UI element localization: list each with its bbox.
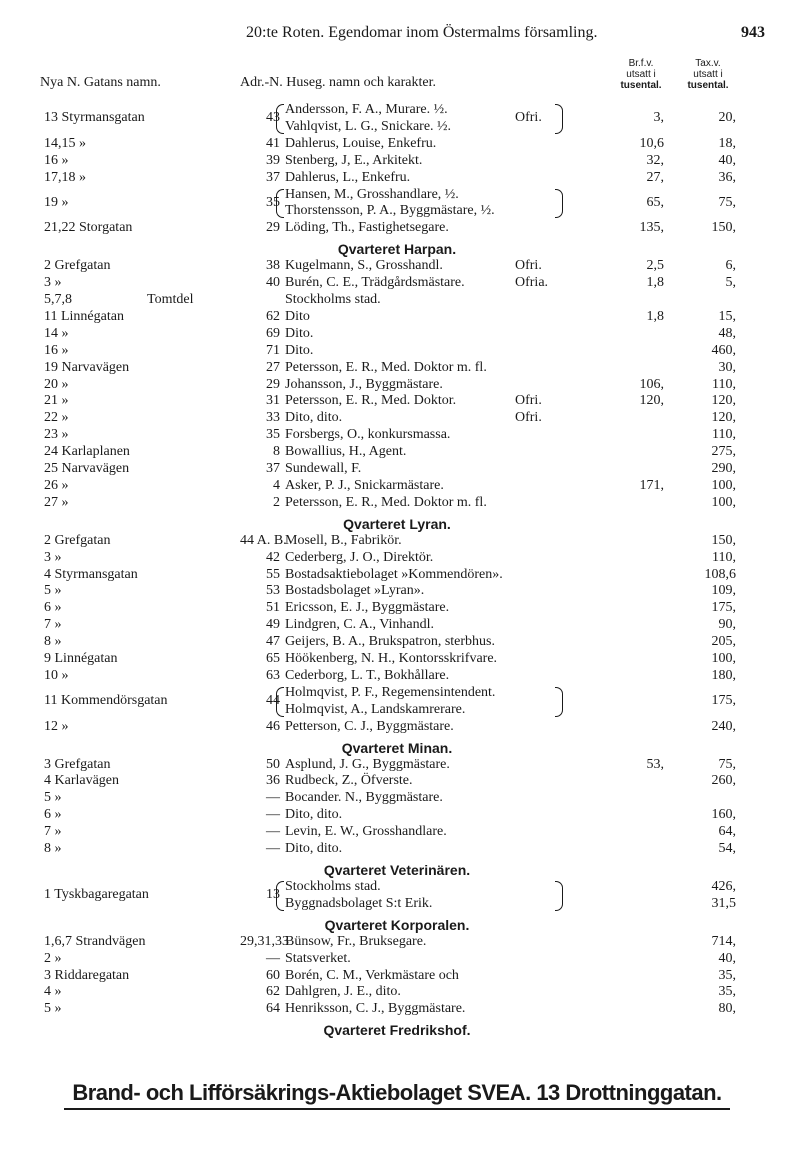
col-owner-label: Huseg. namn och karakter. (286, 75, 436, 90)
tax-value: 110, (712, 376, 736, 392)
table-row (0, 824, 794, 841)
table-row (0, 533, 794, 550)
owner-name: Cederberg, J. O., Direktör. (285, 549, 434, 565)
fire-insurance-value: 1,8 (646, 275, 664, 291)
owner-name: Asplund, J. G., Byggmästare. (285, 756, 450, 772)
street-address: 13 Styrmansgatan (44, 110, 145, 126)
fire-insurance-value: 106, (639, 376, 664, 392)
table-row (0, 410, 794, 427)
owner-name: Dahlerus, L., Enkefru. (285, 169, 411, 185)
street-address: 26 » (44, 477, 69, 493)
tax-value: 160, (711, 807, 736, 823)
tax-value: 110, (712, 549, 736, 565)
brace-right (555, 881, 563, 911)
house-number: — (266, 790, 280, 806)
plot-note: Tomtdel (147, 292, 194, 307)
street-address: 5,7,8 (44, 292, 72, 307)
tax-value: 6, (725, 258, 736, 274)
owner-name: Dahlgren, J. E., dito. (285, 984, 401, 1000)
table-row (0, 478, 794, 495)
table-row (0, 343, 794, 360)
table-row (0, 220, 794, 237)
table-row (0, 258, 794, 275)
house-number: 44 A. B. (240, 532, 287, 548)
house-number: 69 (266, 325, 280, 341)
owner-name: Kugelmann, S., Grosshandl. (285, 258, 443, 274)
owner-name: Andersson, F. A., Murare. ½. (285, 102, 448, 117)
table-row (0, 292, 794, 309)
tax-value: 110, (712, 427, 736, 443)
tax-value: 18, (718, 135, 736, 151)
house-number: 49 (266, 617, 280, 633)
table-row (0, 757, 794, 774)
owner-name: Dito, dito. (285, 807, 343, 823)
house-number: 29 (266, 376, 280, 392)
house-number: 64 (266, 1001, 280, 1017)
tax-value: 175, (711, 693, 736, 709)
street-address: 2 Grefgatan (44, 258, 111, 274)
exemption-note: Ofri. (515, 393, 542, 409)
street-address: 23 » (44, 427, 69, 443)
street-address: 21,22 Storgatan (44, 220, 133, 236)
street-address: 3 » (44, 275, 62, 291)
owner-name: Höökenberg, N. H., Kontorsskrifvare. (285, 651, 498, 666)
table-row (0, 444, 794, 461)
house-number: 13 (266, 887, 280, 903)
owner-name: Bocander. N., Byggmästare. (285, 790, 443, 806)
table-row (0, 600, 794, 617)
table-row (0, 984, 794, 1001)
table-row (0, 427, 794, 444)
table-row (0, 934, 794, 951)
fire-insurance-value: 27, (646, 169, 664, 185)
table-row (0, 326, 794, 343)
street-address: 9 Linnégatan (44, 651, 118, 666)
owner-name: Statsverket. (285, 950, 351, 966)
house-number: 31 (266, 393, 280, 409)
tax-value: 75, (718, 756, 736, 772)
tax-value: 5, (725, 275, 736, 291)
house-number: — (266, 807, 280, 823)
owner-name: Henriksson, C. J., Byggmästare. (285, 1001, 466, 1017)
fire-insurance-value: 171, (639, 477, 664, 493)
house-number: — (266, 824, 280, 840)
fire-insurance-value: 1,8 (646, 308, 664, 324)
house-number: 35 (266, 194, 280, 210)
house-number: 62 (266, 984, 280, 1000)
owner-name: Mosell, B., Fabrikör. (285, 532, 402, 548)
table-row (0, 968, 794, 985)
tax-value: 109, (711, 583, 736, 599)
tax-value: 714, (711, 933, 736, 949)
street-address: 11 Linnégatan (44, 308, 124, 324)
tax-value: 40, (718, 950, 736, 966)
owner-name: Stockholms stad. (285, 878, 381, 894)
tax-value: 40, (718, 152, 736, 168)
table-row (0, 309, 794, 326)
owner-name: Holmqvist, A., Landskamrerare. (285, 701, 466, 717)
street-address: 5 » (44, 1001, 62, 1017)
page-title: 20:te Roten. Egendomar inom Östermalms församling. (246, 24, 598, 41)
owner-name: Bostadsbolaget »Lyran». (285, 583, 425, 599)
house-number: 8 (273, 444, 280, 460)
house-number: 4 (273, 477, 280, 493)
col-adr-n: Adr.-N. (240, 75, 283, 90)
owner-name: Bünsow, Fr., Bruksegare. (285, 933, 427, 949)
tax-value: 75, (718, 194, 736, 210)
brace-right (555, 687, 563, 717)
street-address: 5 » (44, 583, 62, 599)
street-address: 5 » (44, 790, 62, 806)
owner-name: Sundewall, F. (285, 461, 362, 476)
owner-name: Stockholms stad. (285, 292, 381, 307)
col-owner (240, 75, 436, 91)
fire-insurance-value: 65, (646, 194, 664, 210)
table-row (0, 187, 794, 221)
tax-value: 275, (711, 444, 736, 460)
tax-value: 120, (711, 393, 736, 409)
street-address: 3 Grefgatan (44, 756, 111, 772)
street-address: 2 » (44, 950, 62, 966)
owner-name: Thorstensson, P. A., Byggmästare, ½. (285, 203, 495, 219)
exemption-note: Ofria. (515, 275, 549, 291)
house-number: 27 (266, 359, 280, 375)
tax-value: 90, (718, 617, 736, 633)
street-address: 4 » (44, 984, 62, 1000)
block-heading: Qvarteret Minan. (341, 739, 453, 756)
street-address: 24 Karlaplanen (44, 444, 130, 460)
street-address: 21 » (44, 393, 69, 409)
table-row (0, 393, 794, 410)
tax-value: 35, (718, 967, 736, 983)
house-number: 29 (266, 220, 280, 236)
owner-name: Ericsson, E. J., Byggmästare. (285, 600, 450, 616)
col-tax-label: Tax.v. (695, 58, 721, 69)
owner-name: Dahlerus, Louise, Enkefru. (285, 135, 437, 151)
house-number: 71 (266, 342, 280, 358)
brace-right (555, 189, 563, 219)
street-address: 7 » (44, 617, 62, 633)
table-row (0, 1001, 794, 1018)
tax-value: 100, (711, 494, 736, 510)
owner-name: Asker, P. J., Snickarmästare. (285, 477, 444, 493)
brace-left (276, 881, 284, 911)
owner-name: Forsbergs, O., konkursmassa. (285, 427, 451, 443)
house-number: 55 (266, 566, 280, 582)
block-heading: Qvarteret Lyran. (343, 515, 451, 532)
tax-value: 460, (711, 342, 736, 358)
table-row (0, 790, 794, 807)
owner-name: Dito (285, 308, 310, 324)
house-number: 62 (266, 308, 280, 324)
street-address: 1 Tyskbagaregatan (44, 887, 149, 903)
house-number: — (266, 950, 280, 966)
house-number: 46 (266, 718, 280, 734)
table-row (0, 807, 794, 824)
table-row (0, 719, 794, 736)
table-row (0, 685, 794, 719)
owner-name: Petersson, E. R., Med. Doktor m. fl. (285, 359, 487, 375)
footer-banner: Brand- och Lifförsäkrings-Aktiebolaget SVEA. 13 Drottninggatan. (64, 1080, 730, 1110)
brace-right (555, 104, 563, 134)
house-number: 38 (266, 258, 280, 274)
house-number: 41 (266, 135, 280, 151)
owner-name: Bowallius, H., Agent. (285, 444, 407, 460)
street-address: 4 Styrmansgatan (44, 566, 138, 582)
table-row (0, 170, 794, 187)
tax-value: 30, (718, 359, 736, 375)
block-heading: Qvarteret Veterinären. (323, 861, 471, 878)
tax-value: 80, (718, 1001, 736, 1017)
house-number: 2 (273, 494, 280, 510)
exemption-note: Ofri. (515, 410, 542, 426)
street-address: 16 » (44, 342, 69, 358)
street-address: 25 Narvavägen (44, 461, 130, 476)
owner-name: Byggnadsbolaget S:t Erik. (285, 895, 433, 911)
table-row (0, 634, 794, 651)
house-number: 60 (266, 967, 280, 983)
street-address: 17,18 » (44, 169, 86, 185)
street-address: 20 » (44, 376, 69, 392)
owner-name: Dito. (285, 342, 314, 358)
table-row (0, 773, 794, 790)
fire-insurance-value: 53, (646, 756, 664, 772)
street-address: 3 Riddaregatan (44, 967, 130, 983)
house-number: 43 (266, 110, 280, 126)
owner-name: Levin, E. W., Grosshandlare. (285, 824, 447, 840)
table-row (0, 668, 794, 685)
block-heading: Qvarteret Korporalen. (324, 916, 470, 933)
col-brf-label: Br.f.v. (628, 58, 654, 69)
table-row (0, 102, 794, 136)
table-row (0, 136, 794, 153)
tax-value: 180, (711, 667, 736, 683)
owner-name: Dito, dito. (285, 841, 343, 856)
house-number: 47 (266, 634, 280, 650)
owner-name: Holmqvist, P. F., Regemensintendent. (285, 684, 496, 700)
col-brf-sub2: tusental. (620, 80, 662, 91)
owner-name: Cederborg, L. T., Bokhållare. (285, 667, 450, 683)
street-address: 12 » (44, 718, 69, 734)
tax-value: 290, (711, 461, 736, 476)
table-row (0, 550, 794, 567)
fire-insurance-value: 135, (639, 220, 664, 236)
table-row (0, 617, 794, 634)
tax-value: 36, (718, 169, 736, 185)
exemption-note: Ofri. (515, 110, 542, 126)
tax-value: 426, (711, 878, 736, 894)
tax-value: 100, (711, 651, 736, 666)
street-address: 4 Karlavägen (44, 773, 120, 789)
owner-name: Geijers, B. A., Brukspatron, sterbhus. (285, 634, 495, 650)
owner-name: Löding, Th., Fastighetsegare. (285, 220, 449, 236)
tax-value: 120, (711, 410, 736, 426)
house-number: 33 (266, 410, 280, 426)
street-address: 27 » (44, 494, 69, 510)
tax-value: 31,5 (711, 895, 736, 911)
owner-name: Lindgren, C. A., Vinhandl. (285, 617, 435, 633)
street-address: 6 » (44, 600, 62, 616)
table-row (0, 495, 794, 512)
owner-name: Burén, C. E., Trädgårdsmästare. (285, 275, 465, 291)
house-number: — (266, 841, 280, 856)
owner-name: Borén, C. M., Verkmästare och (285, 967, 459, 983)
table-row (0, 461, 794, 478)
house-number: 35 (266, 427, 280, 443)
owner-name: Dito. (285, 325, 314, 341)
column-header (0, 48, 794, 92)
table-row (0, 651, 794, 668)
street-address: 11 Kommendörsgatan (44, 693, 168, 709)
house-number: 44 (266, 693, 280, 709)
street-address: 14 » (44, 325, 69, 341)
table-row (0, 567, 794, 584)
street-address: 22 » (44, 410, 69, 426)
owner-name: Rudbeck, Z., Öfverste. (285, 773, 413, 789)
tax-value: 240, (711, 718, 736, 734)
owner-name: Johansson, J., Byggmästare. (285, 376, 443, 392)
owner-name: Petersson, E. R., Med. Doktor. (285, 393, 457, 409)
tax-value: 35, (718, 984, 736, 1000)
tax-value: 150, (711, 220, 736, 236)
fire-insurance-value: 32, (646, 152, 664, 168)
table-row (0, 583, 794, 600)
tax-value: 260, (711, 773, 736, 789)
table-row (0, 377, 794, 394)
tax-value: 150, (711, 532, 736, 548)
street-address: 7 » (44, 824, 62, 840)
street-address: 8 » (44, 841, 62, 856)
owner-name: Stenberg, J, E., Arkitekt. (285, 152, 423, 168)
table-row (0, 879, 794, 913)
house-number: 39 (266, 152, 280, 168)
house-number: 53 (266, 583, 280, 599)
tax-value: 48, (718, 325, 736, 341)
street-address: 16 » (44, 152, 69, 168)
owner-name: Vahlqvist, L. G., Snickare. ½. (285, 118, 452, 134)
tax-value: 175, (711, 600, 736, 616)
house-number: 37 (266, 169, 280, 185)
brace-left (276, 189, 284, 219)
owner-name: Dito, dito. (285, 410, 343, 426)
table-row (0, 275, 794, 292)
tax-value: 54, (718, 841, 736, 856)
exemption-note: Ofri. (515, 258, 542, 274)
house-number: 42 (266, 549, 280, 565)
house-number: 63 (266, 667, 280, 683)
street-address: 2 Grefgatan (44, 532, 111, 548)
block-heading: Qvarteret Harpan. (337, 241, 457, 258)
col-brf-sub1: utsatt i (626, 69, 656, 80)
street-address: 19 Narvavägen (44, 359, 130, 375)
tax-value: 20, (718, 110, 736, 126)
street-address: 1,6,7 Strandvägen (44, 933, 146, 949)
street-address: 3 » (44, 549, 62, 565)
street-address: 8 » (44, 634, 62, 650)
fire-insurance-value: 10,6 (639, 135, 664, 151)
owner-name: Petterson, C. J., Byggmästare. (285, 718, 454, 734)
house-number: 36 (266, 773, 280, 789)
house-number: 29,31,33 (240, 933, 289, 949)
brace-left (276, 104, 284, 134)
tax-value: 64, (718, 824, 736, 840)
fire-insurance-value: 2,5 (646, 258, 664, 274)
tax-value: 100, (711, 477, 736, 493)
tax-value: 15, (718, 308, 736, 324)
col-tax-sub2: tusental. (687, 80, 729, 91)
street-address: 19 » (44, 194, 69, 210)
street-address: 6 » (44, 807, 62, 823)
table-row (0, 153, 794, 170)
house-number: 40 (266, 275, 280, 291)
house-number: 65 (266, 651, 280, 666)
col-brf (608, 58, 674, 91)
page-number: 943 (741, 24, 765, 41)
table-row (0, 841, 794, 858)
street-address: 10 » (44, 667, 69, 683)
tax-value: 108,6 (704, 566, 736, 582)
brace-left (276, 687, 284, 717)
owner-name: Petersson, E. R., Med. Doktor m. fl. (285, 494, 487, 510)
table-row (0, 360, 794, 377)
house-number: 50 (266, 756, 280, 772)
col-address: Nya N. Gatans namn. (40, 75, 161, 90)
col-tax-sub1: utsatt i (693, 69, 723, 80)
street-address: 14,15 » (44, 135, 86, 151)
house-number: 51 (266, 600, 280, 616)
fire-insurance-value: 120, (639, 393, 664, 409)
house-number: 37 (266, 461, 280, 476)
fire-insurance-value: 3, (653, 110, 664, 126)
col-tax (672, 58, 744, 91)
owner-name: Bostadsaktiebolaget »Kommendören». (285, 566, 503, 582)
tax-value: 205, (711, 634, 736, 650)
table-row (0, 951, 794, 968)
block-heading: Qvarteret Fredrikshof. (323, 1022, 471, 1039)
owner-name: Hansen, M., Grosshandlare, ½. (285, 186, 459, 202)
